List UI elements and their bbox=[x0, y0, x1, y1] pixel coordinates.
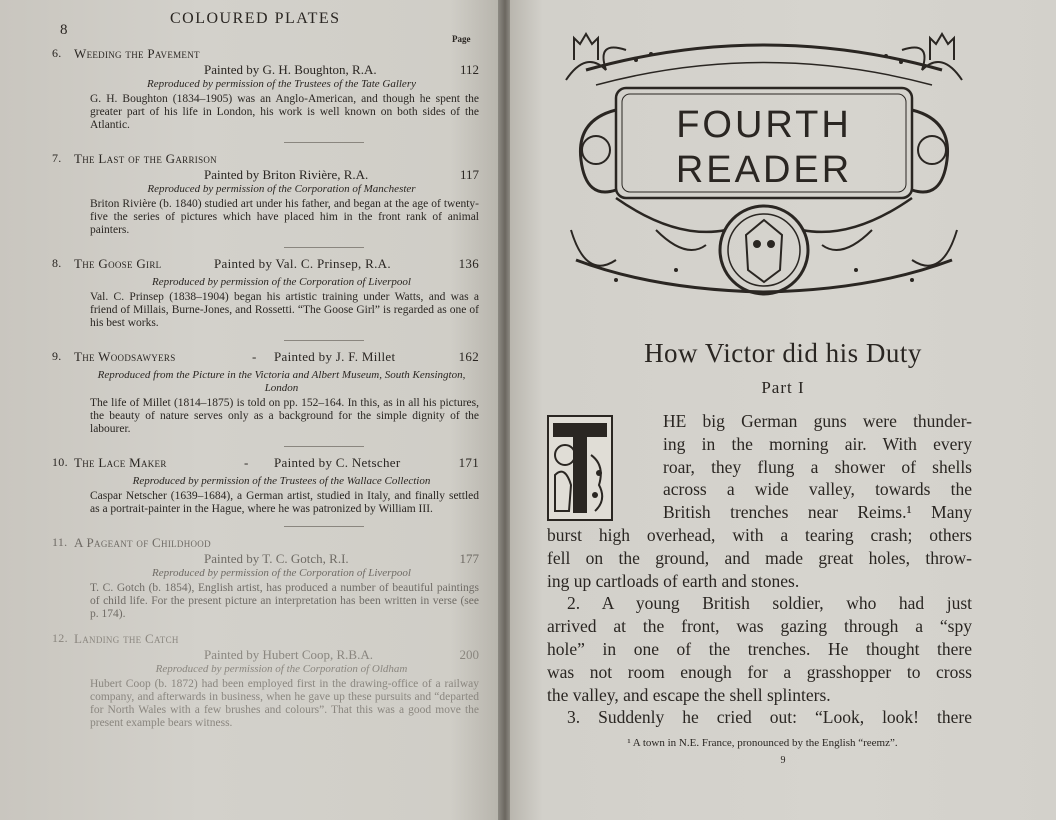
plate-entry bbox=[52, 256, 479, 330]
text-line: arrived at the front, was gazing through a “spy bbox=[547, 616, 972, 637]
plate-entry bbox=[52, 455, 479, 516]
plate-credit: Reproduced from the Picture in the Victoria and Albert Museum, South Kensington, London bbox=[97, 369, 466, 394]
plate-number: 6. bbox=[52, 46, 62, 60]
text-line: was not room enough for a grasshopper to cross bbox=[547, 661, 972, 682]
plate-credit: Reproduced by permission of the Trustees of the Wallace Collection bbox=[132, 475, 431, 487]
plate-number: 12. bbox=[52, 631, 68, 645]
plate-title: The Woodsawyers bbox=[74, 349, 176, 364]
plate-title: Weeding the Pavement bbox=[74, 46, 200, 61]
text-line: ing up cartloads of earth and stones. bbox=[547, 570, 800, 591]
plate-page: 112 bbox=[459, 62, 479, 77]
plate-credit: Reproduced by permission of the Corporation of Oldham bbox=[155, 663, 408, 675]
plate-title: The Last of the Garrison bbox=[74, 151, 217, 166]
plate-page: 162 bbox=[458, 349, 479, 364]
text-line: roar, they flung a shower of shells bbox=[663, 456, 972, 477]
plate-painter: Painted by Val. C. Prinsep, R.A. bbox=[214, 256, 391, 271]
text-line: 2. A young British soldier, who had just bbox=[567, 593, 972, 614]
plate-credit: Reproduced by permission of the Corporation of Liverpool bbox=[152, 567, 411, 579]
page-number-left: 8 bbox=[60, 22, 68, 38]
chapter-body bbox=[547, 410, 972, 729]
plate-number: 8. bbox=[52, 256, 62, 270]
plate-description: The life of Millet (1814–1875) is told on pp. 152–164. In this, as in all his pictures, the beauty of nature serves only as a background for the simple dignity of the labourer. bbox=[90, 397, 479, 435]
plate-dash: - bbox=[244, 455, 249, 470]
text-line: the valley, and escape the shell splinters. bbox=[547, 684, 831, 705]
divider bbox=[284, 142, 364, 143]
plate-description: Val. C. Prinsep (1838–1904) began his artistic training under Watts, and was a friend of Millais, Burne-Jones, and Rossetti. “The Goose Girl” is regarded as one of his best works. bbox=[90, 291, 479, 329]
text-line: fell on the ground, and made great holes, throw- bbox=[547, 547, 972, 568]
plate-number: 10. bbox=[52, 455, 68, 469]
plate-painter: Painted by Briton Rivière, R.A. bbox=[204, 167, 369, 182]
plate-page: 200 bbox=[459, 647, 479, 662]
divider bbox=[284, 446, 364, 447]
plate-entry bbox=[52, 631, 479, 730]
chapter-title: How Victor did his Duty bbox=[644, 338, 922, 368]
divider bbox=[284, 340, 364, 341]
plate-page: 177 bbox=[459, 551, 479, 566]
plate-painter: Painted by J. F. Millet bbox=[274, 349, 396, 364]
plate-painter: Painted by G. H. Boughton, R.A. bbox=[204, 62, 377, 77]
right-page bbox=[510, 0, 1056, 820]
running-head: COLOURED PLATES bbox=[170, 10, 341, 27]
banner-line-2: READER bbox=[675, 149, 853, 191]
text-line: burst high overhead, with a tearing crash; others bbox=[547, 524, 972, 545]
page-number-right: 9 bbox=[780, 755, 786, 766]
left-page bbox=[0, 0, 500, 820]
plate-entry bbox=[52, 151, 479, 237]
plate-painter: Painted by T. C. Gotch, R.I. bbox=[204, 551, 349, 566]
part-heading: Part I bbox=[761, 378, 805, 397]
text-line: across a wide valley, towards the bbox=[663, 479, 972, 500]
plate-painter: Painted by Hubert Coop, R.B.A. bbox=[204, 647, 373, 662]
plate-number: 7. bbox=[52, 151, 62, 165]
text-line: ing in the morning air. With every bbox=[663, 433, 972, 454]
plate-number: 11. bbox=[52, 535, 68, 549]
plate-dash: - bbox=[252, 349, 257, 364]
plate-entry bbox=[52, 46, 479, 132]
page-column-label: Page bbox=[452, 34, 471, 44]
plate-title: The Lace Maker bbox=[74, 455, 167, 470]
banner-line-1: FOURTH bbox=[676, 104, 852, 146]
plate-entry bbox=[52, 535, 479, 621]
plate-entry bbox=[52, 349, 479, 436]
plate-description: Briton Rivière (b. 1840) studied art under his father, and began at the age of twenty-five the series of pictures which have placed him in the front rank of animal painters. bbox=[90, 198, 479, 236]
plate-description: Caspar Netscher (1639–1684), a German artist, studied in Italy, and finally settled as a portrait-painter in the Hague, where he was patronized by William III. bbox=[90, 490, 479, 515]
plates-list bbox=[52, 46, 479, 740]
plate-painter: Painted by C. Netscher bbox=[274, 455, 401, 470]
text-line: British trenches near Reims.¹ Many bbox=[663, 502, 972, 523]
plate-description: Hubert Coop (b. 1872) had been employed first in the drawing-office of a railway company, and afterwards in business, when he gave up these pursuits and “departed for North Wales with a few brushes and colours”. That this was a good move the present example bears witness. bbox=[90, 678, 479, 729]
plate-credit: Reproduced by permission of the Corporation of Liverpool bbox=[152, 276, 411, 288]
plate-title: Landing the Catch bbox=[74, 631, 179, 646]
text-line: 3. Suddenly he cried out: “Look, look! there bbox=[567, 707, 972, 728]
plate-title: A Pageant of Childhood bbox=[74, 535, 211, 550]
footnote: ¹ A town in N.E. France, pronounced by the English “reemz”. bbox=[627, 737, 898, 749]
ornamental-banner bbox=[556, 30, 972, 302]
divider bbox=[284, 247, 364, 248]
plate-page: 117 bbox=[459, 167, 479, 182]
plate-description: G. H. Boughton (1834–1905) was an Anglo-American, and though he spent the greater part of his life in London, his work is well known on both sides of the Atlantic. bbox=[90, 93, 479, 131]
plate-credit: Reproduced by permission of the Trustees of the Tate Gallery bbox=[147, 78, 416, 90]
text-line: HE big German guns were thunder- bbox=[663, 411, 972, 431]
plate-page: 171 bbox=[458, 455, 479, 470]
plate-page: 136 bbox=[458, 256, 479, 271]
plate-credit: Reproduced by permission of the Corporation of Manchester bbox=[147, 183, 416, 195]
text-line: hole” in one of the trenches. He thought there bbox=[547, 638, 972, 659]
divider bbox=[284, 526, 364, 527]
plate-title: The Goose Girl bbox=[74, 256, 162, 271]
plate-number: 9. bbox=[52, 349, 62, 363]
plate-description: T. C. Gotch (b. 1854), English artist, has produced a number of beautiful paintings of child life. For the present picture an interpretation has been written in verse (see p. 174). bbox=[90, 582, 479, 620]
